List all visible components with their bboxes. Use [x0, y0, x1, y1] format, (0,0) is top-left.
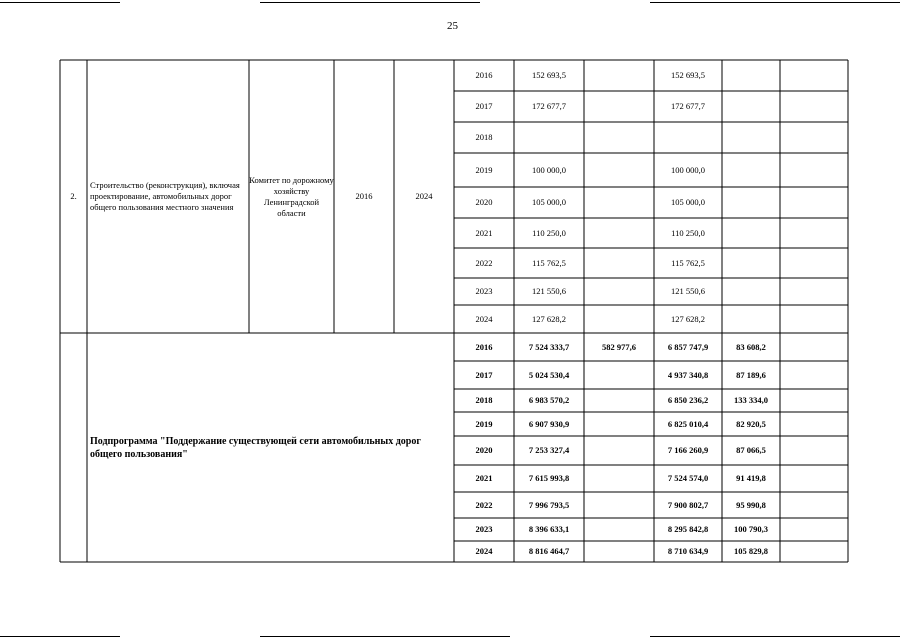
table-cell-year: 2019	[475, 418, 493, 429]
table-cell-reg: 121 550,6	[671, 286, 705, 296]
table-cell-year: 2023	[475, 286, 493, 296]
table-cell-total: 100 000,0	[532, 164, 566, 175]
table-cell-total: 6 907 930,9	[528, 418, 570, 429]
table-cell-total: 105 000,0	[532, 197, 566, 207]
end-year: 2024	[415, 191, 433, 201]
table-cell-loc: 105 829,8	[734, 546, 768, 556]
table-cell-reg: 115 762,5	[671, 257, 705, 268]
table-cell-year: 2017	[475, 369, 493, 380]
table-cell-fed: 582 977,6	[602, 341, 636, 352]
table-cell-loc: 87 066,5	[736, 445, 766, 455]
table-cell-reg: 105 000,0	[671, 197, 705, 207]
table-cell-year: 2020	[475, 197, 493, 207]
table-cell-total: 152 693,5	[532, 70, 566, 80]
table-cell-reg: 172 677,7	[671, 101, 705, 111]
table-cell-year: 2019	[475, 164, 493, 175]
table-cell-reg: 4 937 340,8	[667, 369, 709, 380]
table-cell-year: 2018	[475, 132, 493, 142]
table-cell-reg: 152 693,5	[671, 70, 705, 80]
page-number: 25	[447, 20, 458, 32]
table-cell-year: 2017	[475, 101, 493, 111]
table-cell-reg: 127 628,2	[671, 313, 705, 324]
table-cell-year: 2021	[475, 227, 493, 238]
table-cell-total: 7 996 793,5	[528, 499, 570, 510]
table-cell-reg: 7 900 802,7	[667, 499, 709, 510]
table-cell-total: 115 762,5	[532, 257, 566, 268]
table-cell-reg: 110 250,0	[671, 227, 705, 238]
table-cell-reg: 7 166 260,9	[667, 445, 709, 455]
measure-name: Строительство (реконструкция), включая проектирование, автомобильных дорог общего пользования местного значения	[90, 180, 240, 212]
table-cell-year: 2024	[475, 546, 493, 556]
row-index: 2.	[70, 191, 77, 201]
table-cell-loc: 83 608,2	[736, 341, 766, 352]
table-cell-loc: 95 990,8	[736, 499, 766, 510]
table-cell-reg: 6 850 236,2	[667, 395, 709, 405]
table-cell-loc: 91 419,8	[736, 473, 766, 483]
table-cell-reg: 6 825 010,4	[667, 418, 709, 429]
table-cell-total: 7 524 333,7	[528, 341, 570, 352]
table-cell-reg: 100 000,0	[671, 164, 705, 175]
table-cell-total: 172 677,7	[532, 101, 566, 111]
table-cell-loc: 100 790,3	[734, 524, 768, 534]
table-cell-year: 2024	[475, 313, 493, 324]
table-cell-year: 2020	[475, 445, 493, 455]
table-cell-total: 110 250,0	[532, 227, 566, 238]
table-cell-year: 2016	[475, 70, 493, 80]
table-cell-year: 2023	[475, 524, 493, 534]
table-cell-total: 6 983 570,2	[528, 395, 570, 405]
table-cell-total: 8 816 464,7	[528, 546, 570, 556]
table-cell-total: 7 253 327,4	[528, 445, 570, 455]
table-cell-year: 2022	[475, 257, 493, 268]
table-cell-loc: 82 920,5	[736, 418, 766, 429]
table-cell-loc: 133 334,0	[734, 395, 768, 405]
table-cell-total: 8 396 633,1	[528, 524, 570, 534]
table-cell-year: 2018	[475, 395, 493, 405]
table-cell-reg: 7 524 574,0	[667, 473, 709, 483]
table-cell-total: 7 615 993,8	[528, 473, 570, 483]
executor: Комитет по дорожному хозяйству Ленинградской области	[249, 174, 334, 218]
start-year: 2016	[355, 191, 373, 201]
table-cell-loc: 87 189,6	[736, 369, 766, 380]
table-cell-year: 2021	[475, 473, 493, 483]
subprogram-title: Подпрограмма "Поддержание существующей сети автомобильных дорог общего пользования"	[90, 435, 421, 460]
table-cell-reg: 8 710 634,9	[667, 546, 709, 556]
table-cell-reg: 8 295 842,8	[667, 524, 709, 534]
table-cell-year: 2016	[475, 341, 493, 352]
table-cell-year: 2022	[475, 499, 493, 510]
table-cell-reg: 6 857 747,9	[667, 341, 709, 352]
table-cell-total: 5 024 530,4	[528, 369, 570, 380]
table-cell-total: 127 628,2	[532, 313, 566, 324]
table-cell-total: 121 550,6	[532, 286, 566, 296]
